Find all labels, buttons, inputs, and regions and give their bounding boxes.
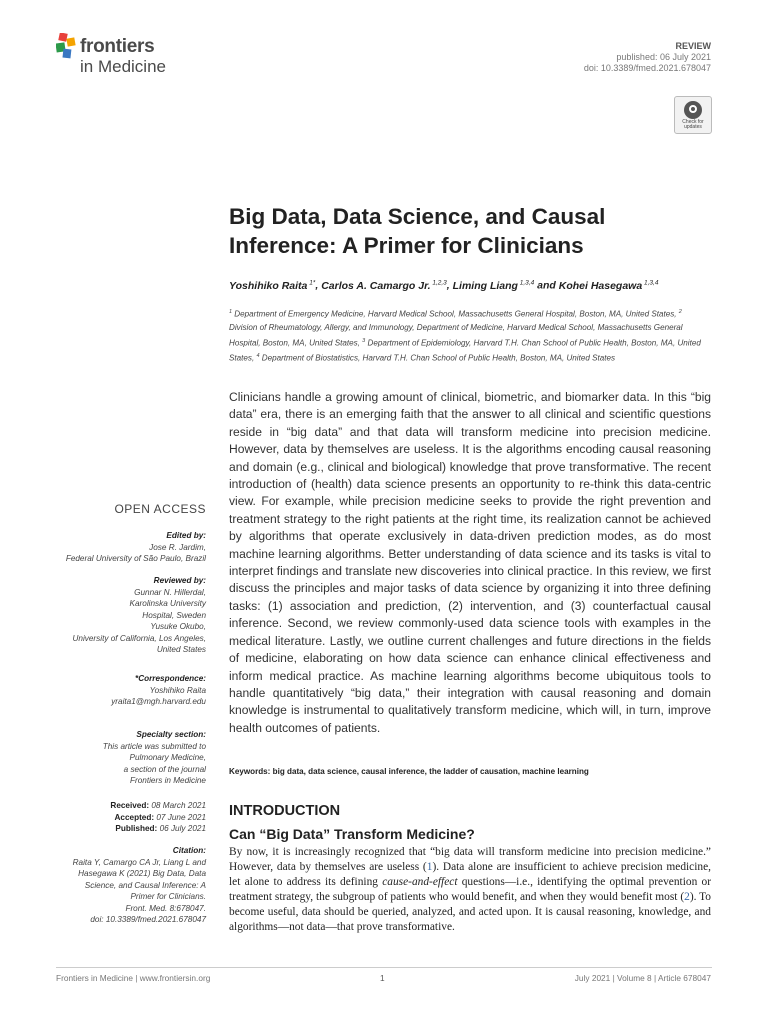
intro-paragraph: By now, it is increasingly recognized that “big data will transform medicine into precision medicine.” However, data by themselves are useless (1). Data alone are insufficient to achieve precision medicine, let alone to address its defining cause-and-effect questions—i.e., identifying the optimal prevention or treatment strategy, the subgroup of patients who would benefit, and when they would benefit most (2). To become useful, data should be queried, analyzed, and acted upon. It is causal reasoning, knowledge, and algorithms—not data—that prove transformative. — [229, 846, 711, 933]
author-separator: , — [446, 279, 453, 292]
affiliation-text: Department of Emergency Medicine, Harvard Medical School, Massachusetts General Hospital, Boston, MA, United States, — [232, 309, 679, 319]
article-title: Big Data, Data Science, and Causal Inference: A Primer for Clinicians — [229, 204, 606, 258]
journal-logo[interactable] — [56, 33, 196, 79]
article-type: REVIEW — [675, 41, 711, 51]
author-affiliation-marker: 1,3,4 — [517, 279, 535, 286]
citation-line: Primer for Clinicians. — [130, 892, 206, 901]
reviewed-by-section — [36, 575, 206, 656]
dates-section — [36, 800, 206, 835]
reference-link[interactable]: 2 — [684, 891, 690, 903]
specialty-line: This article was submitted to — [102, 741, 206, 751]
citation-label: Citation: — [172, 846, 206, 855]
page-number: 1 — [380, 973, 385, 983]
author-separator: and — [534, 279, 559, 292]
author-separator: , — [315, 279, 322, 292]
published-line: Published: 06 July 2021 — [115, 824, 206, 833]
citation-line: Science, and Causal Inference: A — [84, 880, 206, 890]
edited-by-label: Edited by: — [166, 531, 206, 540]
journal-name-line1: frontiers — [80, 36, 155, 57]
citation-doi[interactable]: doi: 10.3389/fmed.2021.678047 — [90, 915, 206, 924]
affiliation-marker: 4 — [256, 352, 260, 359]
reviewed-by-label: Reviewed by: — [153, 576, 206, 585]
reviewer-line: University of California, Los Angeles, — [72, 633, 206, 643]
correspondence-label: *Correspondence: — [135, 674, 206, 683]
affiliations — [229, 306, 711, 365]
edited-by-section — [36, 530, 206, 565]
affiliation-text: Division of Rheumatology, Allergy, and Immunology, Department of Medicine, Harvard Medical School, Massachusetts General Hospital, Boston, MA, United States, — [229, 323, 683, 348]
open-access-label: OPEN ACCESS — [114, 502, 206, 516]
correspondence-name: Yoshihiko Raita — [149, 685, 206, 695]
abstract: Clinicians handle a growing amount of clinical, biometric, and biomarker data. In this “big data” era, there is an emerging faith that the answer to all clinical and scientific questions reside in “big data” and that data will transform medicine into precision medicine. However, data by themselves are useless. It is the algorithms encoding causal reasoning and domain (e.g., clinical and biological) knowledge that prove transformative. The recent introduction of (health) data science presents an opportunity to re-think this data-centric view. For example, while precision medicine seeks to provide the right prevention and treatment strategy to the right patients at the right time, its realization cannot be achieved by algorithms that operate exclusively in data-driven prediction modes, as do most machine learning algorithms. Better understanding of data science and its tasks is vital to interpret findings and translate new discoveries into clinical practice. In this review, we first discuss the principles and major tasks of data science by organizing it into three defining tasks: (1) association and prediction, (2) intervention, and (3) counterfactual causal inference. Second, we review commonly-used data science tools with examples in the medical literature. Lastly, we outline current challenges and future directions in the fields of medicine, elaborating on how data science can enhance clinical effectiveness and inform medical practice. As machine learning algorithms become ubiquitous tools to handle quantitatively “big data,” their integration with causal reasoning and domain knowledge is instrumental to qualitatively transform medicine, which will, in turn, improve health outcomes of patients. — [229, 390, 711, 735]
check-updates-icon — [684, 101, 702, 119]
specialty-section — [36, 729, 206, 787]
footer-divider — [56, 967, 712, 968]
footer-journal[interactable]: Frontiers in Medicine | www.frontiersin.org — [56, 973, 211, 983]
affiliation-text: Department of Epidemiology, Harvard T.H. Chan School of Public Health, Boston, MA, United States, — [229, 338, 701, 363]
reviewer-line: Karolinska University — [129, 599, 206, 608]
section-heading: INTRODUCTION — [229, 803, 341, 819]
affiliation-text: Department of Biostatistics, Harvard T.H. Chan School of Public Health, Boston, MA, United States — [259, 353, 616, 363]
editor-line: Jose R. Jardim, — [149, 542, 206, 552]
published-date: published: 06 July 2021 — [616, 52, 711, 62]
reviewer-line: Yusuke Okubo, — [150, 622, 206, 631]
reviewer-line: Hospital, Sweden — [142, 610, 206, 620]
keywords: Keywords: big data, data science, causal inference, the ladder of causation, machine learning — [229, 767, 589, 776]
footer-volume: July 2021 | Volume 8 | Article 678047 — [574, 973, 711, 983]
check-for-updates-button[interactable] — [674, 96, 712, 134]
citation-line: Front. Med. 8:678047. — [125, 903, 206, 913]
subsection-heading: Can “Big Data” Transform Medicine? — [229, 826, 475, 842]
author-affiliation-marker: 1* — [307, 279, 316, 286]
author-name[interactable]: Carlos A. Camargo Jr. $^{1,2,3}$ — [321, 279, 447, 292]
author-affiliation-marker: 1,2,3 — [430, 279, 447, 286]
received-line: Received: 08 March 2021 — [110, 801, 206, 810]
article-doi[interactable]: doi: 10.3389/fmed.2021.678047 — [583, 63, 711, 73]
specialty-line: Pulmonary Medicine, — [129, 753, 206, 762]
specialty-label: Specialty section: — [136, 730, 206, 739]
journal-name-line2: in Medicine — [80, 57, 166, 76]
citation-section — [36, 845, 206, 926]
author-name[interactable]: Yoshihiko Raita $^{1*}$ — [229, 279, 316, 292]
check-updates-label: Check for updates — [682, 119, 704, 130]
editor-line: Federal University of São Paulo, Brazil — [65, 554, 206, 563]
specialty-line: Frontiers in Medicine — [130, 776, 206, 785]
article-meta — [584, 41, 711, 74]
frontiers-logo-icon — [56, 33, 78, 59]
correspondence-email[interactable]: yraita1@mgh.harvard.edu — [111, 697, 206, 706]
reviewer-line: Gunnar N. Hillerdal, — [134, 587, 206, 597]
affiliation-marker: 1 — [229, 309, 233, 315]
correspondence-section — [36, 673, 206, 708]
author-name[interactable]: Liming Liang $^{1,3,4}$ — [452, 279, 535, 292]
affiliation-marker: 2 — [678, 309, 682, 315]
reviewer-line: United States — [156, 645, 206, 654]
specialty-line: a section of the journal — [123, 764, 206, 774]
affiliation-marker: 3 — [362, 337, 366, 344]
citation-line: Raita Y, Camargo CA Jr, Liang L and — [72, 857, 206, 867]
author-name[interactable]: Kohei Hasegawa $^{1,3,4}$ — [558, 279, 659, 292]
citation-line: Hasegawa K (2021) Big Data, Data — [78, 869, 206, 878]
author-list — [229, 279, 729, 292]
author-affiliation-marker: 1,3,4 — [642, 279, 659, 286]
accepted-line: Accepted: 07 June 2021 — [114, 812, 206, 822]
reference-link[interactable]: 1 — [426, 861, 433, 873]
